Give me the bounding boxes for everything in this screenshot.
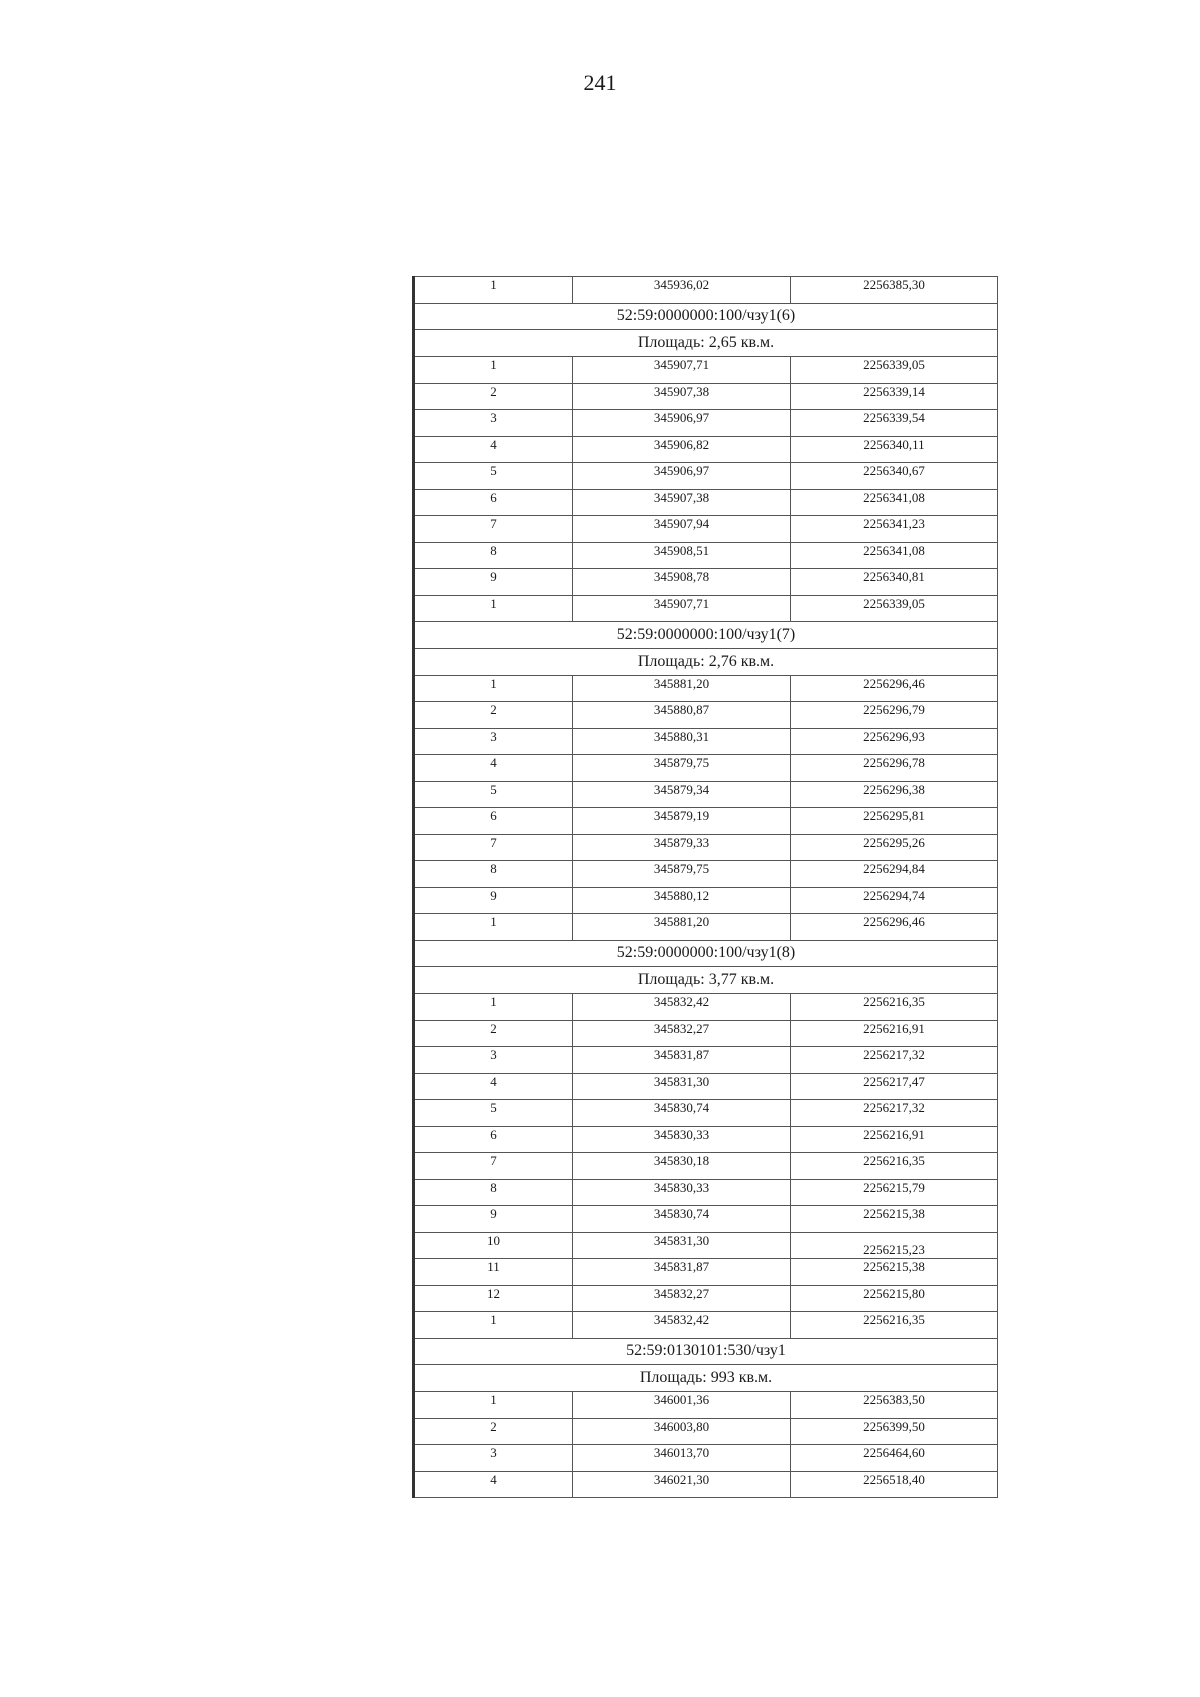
x-coordinate-cell: 345908,78 (573, 569, 791, 596)
x-coordinate-cell: 345831,87 (573, 1047, 791, 1074)
x-coordinate-cell: 345907,94 (573, 516, 791, 543)
table-row (414, 1392, 998, 1419)
point-number-cell: 1 (414, 1392, 573, 1419)
y-coordinate-cell: 2256217,32 (791, 1047, 998, 1074)
point-number-cell: 2 (414, 702, 573, 729)
y-coordinate-cell: 2256340,67 (791, 463, 998, 490)
section-area: Площадь: 2,65 кв.м. (414, 330, 998, 357)
x-coordinate-cell: 345908,51 (573, 542, 791, 569)
section-cadastral-number: 52:59:0000000:100/чзу1(6) (414, 303, 998, 330)
x-coordinate-cell: 345830,33 (573, 1126, 791, 1153)
point-number-cell: 7 (414, 1153, 573, 1180)
y-coordinate-cell: 2256296,38 (791, 781, 998, 808)
y-coordinate-cell: 2256215,79 (791, 1179, 998, 1206)
table-row (414, 808, 998, 835)
x-coordinate-cell: 345906,97 (573, 463, 791, 490)
table-row (414, 1020, 998, 1047)
x-coordinate-cell: 345832,27 (573, 1020, 791, 1047)
table-row (414, 1259, 998, 1286)
y-coordinate-cell: 2256294,74 (791, 887, 998, 914)
x-coordinate-cell: 345906,82 (573, 436, 791, 463)
x-coordinate-cell: 345831,30 (573, 1073, 791, 1100)
table-row (414, 1206, 998, 1233)
table-row (414, 887, 998, 914)
point-number-cell: 9 (414, 569, 573, 596)
y-coordinate-cell: 2256518,40 (791, 1471, 998, 1498)
point-number-cell: 1 (414, 277, 573, 304)
section-area-row (414, 330, 998, 357)
point-number-cell: 4 (414, 436, 573, 463)
y-coordinate-value: 2256215,23 (863, 1241, 925, 1257)
table-row (414, 410, 998, 437)
x-coordinate-cell: 345881,20 (573, 675, 791, 702)
table-row (414, 1047, 998, 1074)
x-coordinate-cell: 346013,70 (573, 1445, 791, 1472)
point-number-cell: 3 (414, 1445, 573, 1472)
y-coordinate-cell: 2256340,81 (791, 569, 998, 596)
y-coordinate-cell: 2256294,84 (791, 861, 998, 888)
table-row (414, 1100, 998, 1127)
table-row (414, 1312, 998, 1339)
point-number-cell: 8 (414, 1179, 573, 1206)
table-row (414, 542, 998, 569)
table-row (414, 1285, 998, 1312)
x-coordinate-cell: 346003,80 (573, 1418, 791, 1445)
table-row (414, 1179, 998, 1206)
point-number-cell: 8 (414, 542, 573, 569)
point-number-cell: 7 (414, 516, 573, 543)
section-area-row (414, 967, 998, 994)
point-number-cell: 3 (414, 1047, 573, 1074)
x-coordinate-cell: 345879,19 (573, 808, 791, 835)
table-row (414, 728, 998, 755)
y-coordinate-cell: 2256383,50 (791, 1392, 998, 1419)
y-coordinate-cell: 2256339,05 (791, 357, 998, 384)
point-number-cell: 10 (414, 1232, 573, 1259)
y-coordinate-cell: 2256216,35 (791, 994, 998, 1021)
x-coordinate-cell: 345830,74 (573, 1206, 791, 1233)
section-area-row (414, 1365, 998, 1392)
y-coordinate-cell: 2256399,50 (791, 1418, 998, 1445)
section-area-row (414, 648, 998, 675)
page-number: 241 (583, 70, 617, 95)
y-coordinate-cell: 2256215,38 (791, 1259, 998, 1286)
y-coordinate-cell: 2256216,91 (791, 1020, 998, 1047)
x-coordinate-cell: 346001,36 (573, 1392, 791, 1419)
table-row (414, 516, 998, 543)
table-row (414, 357, 998, 384)
point-number-cell: 1 (414, 914, 573, 941)
point-number-cell: 5 (414, 463, 573, 490)
x-coordinate-cell: 345832,27 (573, 1285, 791, 1312)
y-coordinate-cell: 2256295,26 (791, 834, 998, 861)
y-coordinate-cell: 2256217,32 (791, 1100, 998, 1127)
x-coordinate-cell: 345907,38 (573, 489, 791, 516)
table-row (414, 595, 998, 622)
section-title-row (414, 303, 998, 330)
x-coordinate-cell: 345906,97 (573, 410, 791, 437)
table-row (414, 569, 998, 596)
table-row (414, 1418, 998, 1445)
point-number-cell: 2 (414, 1020, 573, 1047)
point-number-cell: 1 (414, 994, 573, 1021)
x-coordinate-cell: 345936,02 (573, 277, 791, 304)
point-number-cell: 4 (414, 1073, 573, 1100)
table-row (414, 1471, 998, 1498)
point-number-cell: 6 (414, 808, 573, 835)
section-cadastral-number: 52:59:0000000:100/чзу1(7) (414, 622, 998, 649)
y-coordinate-cell (791, 1232, 998, 1259)
table-row (414, 861, 998, 888)
point-number-cell: 9 (414, 1206, 573, 1233)
point-number-cell: 3 (414, 728, 573, 755)
point-number-cell: 12 (414, 1285, 573, 1312)
point-number-cell: 9 (414, 887, 573, 914)
table-row (414, 463, 998, 490)
x-coordinate-cell: 345832,42 (573, 994, 791, 1021)
table-row (414, 755, 998, 782)
x-coordinate-cell: 345880,31 (573, 728, 791, 755)
table-row (414, 1232, 998, 1259)
point-number-cell: 2 (414, 383, 573, 410)
table-row (414, 994, 998, 1021)
x-coordinate-cell: 346021,30 (573, 1471, 791, 1498)
x-coordinate-cell: 345830,33 (573, 1179, 791, 1206)
y-coordinate-cell: 2256339,54 (791, 410, 998, 437)
y-coordinate-cell: 2256341,23 (791, 516, 998, 543)
point-number-cell: 1 (414, 595, 573, 622)
table-row (414, 702, 998, 729)
x-coordinate-cell: 345880,87 (573, 702, 791, 729)
point-number-cell: 8 (414, 861, 573, 888)
section-area: Площадь: 3,77 кв.м. (414, 967, 998, 994)
coordinates-table (412, 276, 998, 1498)
y-coordinate-cell: 2256215,38 (791, 1206, 998, 1233)
point-number-cell: 11 (414, 1259, 573, 1286)
table-row (414, 1153, 998, 1180)
section-title-row (414, 940, 998, 967)
y-coordinate-cell: 2256296,46 (791, 675, 998, 702)
table-row (414, 1445, 998, 1472)
x-coordinate-cell: 345832,42 (573, 1312, 791, 1339)
point-number-cell: 5 (414, 1100, 573, 1127)
point-number-cell: 4 (414, 755, 573, 782)
point-number-cell: 3 (414, 410, 573, 437)
point-number-cell: 6 (414, 1126, 573, 1153)
x-coordinate-cell: 345907,71 (573, 595, 791, 622)
table-row (414, 436, 998, 463)
x-coordinate-cell: 345831,30 (573, 1232, 791, 1259)
x-coordinate-cell: 345907,38 (573, 383, 791, 410)
section-cadastral-number: 52:59:0130101:530/чзу1 (414, 1338, 998, 1365)
y-coordinate-cell: 2256339,14 (791, 383, 998, 410)
x-coordinate-cell: 345879,34 (573, 781, 791, 808)
section-area: Площадь: 993 кв.м. (414, 1365, 998, 1392)
y-coordinate-cell: 2256216,35 (791, 1153, 998, 1180)
section-title-row (414, 1338, 998, 1365)
y-coordinate-cell: 2256341,08 (791, 542, 998, 569)
y-coordinate-cell: 2256385,30 (791, 277, 998, 304)
x-coordinate-cell: 345830,74 (573, 1100, 791, 1127)
x-coordinate-cell: 345880,12 (573, 887, 791, 914)
table-row (414, 489, 998, 516)
x-coordinate-cell: 345907,71 (573, 357, 791, 384)
y-coordinate-cell: 2256295,81 (791, 808, 998, 835)
table-row (414, 914, 998, 941)
table-row (414, 383, 998, 410)
x-coordinate-cell: 345831,87 (573, 1259, 791, 1286)
y-coordinate-cell: 2256217,47 (791, 1073, 998, 1100)
x-coordinate-cell: 345830,18 (573, 1153, 791, 1180)
x-coordinate-cell: 345879,33 (573, 834, 791, 861)
table-row (414, 277, 998, 304)
y-coordinate-cell: 2256464,60 (791, 1445, 998, 1472)
section-cadastral-number: 52:59:0000000:100/чзу1(8) (414, 940, 998, 967)
table-row (414, 675, 998, 702)
y-coordinate-cell: 2256296,78 (791, 755, 998, 782)
table-row (414, 1073, 998, 1100)
point-number-cell: 1 (414, 1312, 573, 1339)
section-area: Площадь: 2,76 кв.м. (414, 648, 998, 675)
table-row (414, 781, 998, 808)
x-coordinate-cell: 345879,75 (573, 861, 791, 888)
y-coordinate-cell: 2256216,91 (791, 1126, 998, 1153)
table-row (414, 1126, 998, 1153)
x-coordinate-cell: 345879,75 (573, 755, 791, 782)
point-number-cell: 1 (414, 675, 573, 702)
y-coordinate-cell: 2256339,05 (791, 595, 998, 622)
y-coordinate-cell: 2256296,46 (791, 914, 998, 941)
x-coordinate-cell: 345881,20 (573, 914, 791, 941)
y-coordinate-cell: 2256296,93 (791, 728, 998, 755)
point-number-cell: 4 (414, 1471, 573, 1498)
table-row (414, 834, 998, 861)
point-number-cell: 5 (414, 781, 573, 808)
coordinates-table-body (414, 277, 998, 1498)
y-coordinate-cell: 2256341,08 (791, 489, 998, 516)
point-number-cell: 7 (414, 834, 573, 861)
point-number-cell: 6 (414, 489, 573, 516)
point-number-cell: 2 (414, 1418, 573, 1445)
y-coordinate-cell: 2256340,11 (791, 436, 998, 463)
section-title-row (414, 622, 998, 649)
point-number-cell: 1 (414, 357, 573, 384)
y-coordinate-cell: 2256215,80 (791, 1285, 998, 1312)
y-coordinate-cell: 2256296,79 (791, 702, 998, 729)
y-coordinate-cell: 2256216,35 (791, 1312, 998, 1339)
